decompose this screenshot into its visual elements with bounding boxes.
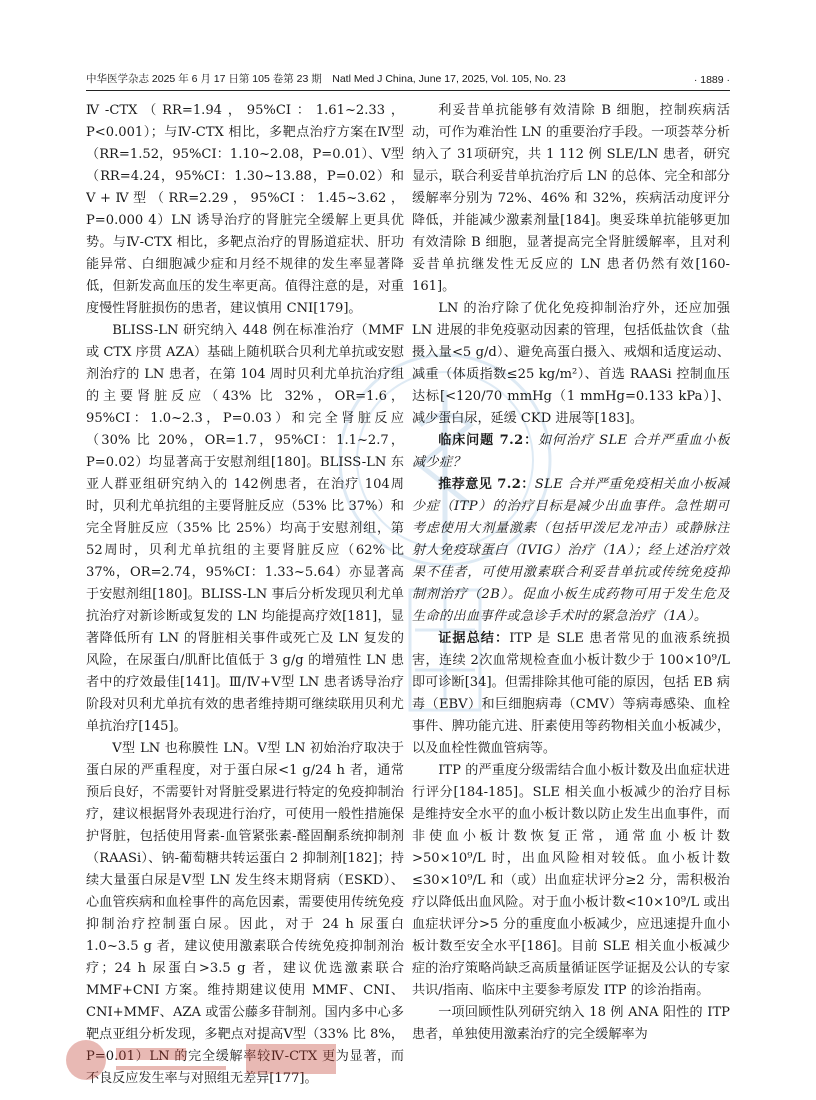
clinical-question-label: 临床问题 7.2： xyxy=(438,433,539,448)
journal-citation: 中华医学杂志 2025 年 6 月 17 日第 105 卷第 23 期 Natl Med J China, June 17, 2025, Vol. 105, No. 23 xyxy=(86,73,566,85)
paragraph: Ⅴ型 LN 也称膜性 LN。Ⅴ型 LN 初始治疗取决于蛋白尿的严重程度，对于蛋白尿<1 g/24 h 者，通常预后良好，不需要针对肾脏受累进行特定的免疫抑制治疗，建议根据肾外表现进行治疗，可使用一般性措施保护肾脏，包括使用肾素-血管紧张素-醛固酮系统抑制剂（RAASi）、钠-葡萄糖共转运蛋白 2 抑制剂[182]；持续大量蛋白尿是Ⅴ型 LN 发生终末期肾病（ESKD）、心血管疾病和血栓事件的高危因素，需要使用传统免疫抑制治疗控制蛋白尿。因此，对于 24 h 尿蛋白 1.0~3.5 g 者，建议使用激素联合传统免疫抑制剂治疗；24 h 尿蛋白>3.5 g 者，建议优选激素联合 MMF+CNI 方案。维持期建议使用 MMF、CNI、CNI+MMF、AZA 或雷公藤多苷制剂。国内多中心多靶点亚组分析发现，多靶点对提高Ⅴ型（33% 比 8%，P=0.01）LN 的完全缓解率较Ⅳ-CTX 更为显著，而不良反应发生率与对照组无差异[177]。 xyxy=(86,741,404,1086)
paragraph: ITP 的严重度分级需结合血小板计数及出血症状进行评分[184-185]。SLE 相关血小板减少的治疗目标是维持安全水平的血小板计数以防止发生出血事件，而非使血小板计数恢复正常，通常血小板计数>50×10⁹/L 时，出血风险相对较低。血小板计数≤30×10⁹/L 和（或）出血症状评分≥2 分，需积极治疗以降低出血风险。对于血小板计数<10×10⁹/L 或出血症状评分>5 分的重度血小板减少，应迅速提升血小板计数至安全水平[186]。目前 SLE 相关血小板减少症的治疗策略尚缺乏高质量循证医学证据及公认的专家共识/指南、临床中主要参考原发 ITP 的诊治指南。 xyxy=(412,763,730,998)
left-column xyxy=(86,100,404,1090)
page-number: · 1889 · xyxy=(693,74,730,86)
running-header xyxy=(86,66,730,91)
recommendation-label: 推荐意见 7.2： xyxy=(438,477,535,492)
paragraph: 利妥昔单抗能够有效清除 B 细胞，控制疾病活动，可作为难治性 LN 的重要治疗手段。一项荟萃分析纳入了 31项研究，共 1 112 例 SLE/LN 患者，研究显示，联合利妥昔单抗治疗后 LN 的总体、完全和部分缓解率分别为 72%、46% 和 32%，疾病活动度评分降低，并能减少激素剂量[184]。奥妥珠单抗能够更加有效清除 B 细胞，显著提高完全肾脏缓解率，且对利妥昔单抗继发性无反应的 LN 患者仍然有效[160-161]。 xyxy=(412,103,730,294)
recommendation xyxy=(412,474,730,628)
paragraph: BLISS-LN 研究纳入 448 例在标准治疗（MMF 或 CTX 序贯 AZA）基础上随机联合贝利尤单抗或安慰剂治疗的 LN 患者，在第 104 周时贝利尤单抗治疗组的主要肾脏反应（43% 比 32%，OR=1.6，95%CI：1.0~2.3，P=0.03）和完全肾脏反应（30% 比 20%，OR=1.7，95%CI：1.1~2.7，P=0.02）均显著高于安慰剂组[180]。BLISS-LN 东亚人群亚组研究纳入的 142例患者，在治疗 104周时，贝利尤单抗组的主要肾脏反应（53% 比 37%）和完全肾脏反应（35% 比 25%）均高于安慰剂组，第 52周时，贝利尤单抗组的主要肾脏反应（62% 比 37%，OR=2.74，95%CI：1.33~5.64）亦显著高于安慰剂组[180]。BLISS-LN 事后分析发现贝利尤单抗治疗对新诊断或复发的 LN 均能提高疗效[181]，显著降低所有 LN 的肾脏相关事件或死亡及 LN 复发的风险，在尿蛋白/肌酐比值低于 3 g/g 的增殖性 LN 患者中的疗效最佳[141]。Ⅲ/Ⅳ+Ⅴ型 LN 患者诱导治疗阶段对贝利尤单抗有效的患者维持期可继续联用贝利尤单抗治疗[145]。 xyxy=(86,323,404,734)
paragraph: Ⅳ-CTX（RR=1.94，95%CI：1.61~2.33，P<0.001）；与Ⅳ-CTX 相比，多靶点治疗方案在Ⅳ型（RR=1.52，95%CI：1.10~2.08，P=0.01）、Ⅴ型（RR=4.24，95%CI：1.30~13.88，P=0.02）和Ⅴ+Ⅳ型（RR=2.29，95%CI：1.45~3.62，P=0.000 4）LN 诱导治疗的肾脏完全缓解上更具优势。与Ⅳ-CTX 相比，多靶点治疗的胃肠道症状、肝功能异常、白细胞减少症和月经不规律的发生率显著降低，但新发高血压的发生率更高。值得注意的是，对重度慢性肾脏损伤的患者，建议慎用 CNI[179]。 xyxy=(86,103,404,316)
paragraph: 一项回顾性队列研究纳入 18 例 ANA 阳性的 ITP 患者，单独使用激素治疗的完全缓解率为 xyxy=(412,1005,730,1042)
clinical-question xyxy=(412,430,730,474)
right-column xyxy=(412,100,730,1090)
paragraph: LN 的治疗除了优化免疫抑制治疗外，还应加强 LN 进展的非免疫驱动因素的管理，包括低盐饮食（盐摄入量<5 g/d）、避免高蛋白摄入、戒烟和适度运动、减重（体质指数≤25 kg/m²）、首选 RAASi 控制血压达标[<120/70 mmHg（1 mmHg=0.133 kPa）]、减少蛋白尿，延缓 CKD 进展等[183]。 xyxy=(412,301,730,426)
recommendation-text: SLE 合并严重免疫相关血小板减少症（ITP）的治疗目标是减少出血事件。急性期可考虑使用大剂量激素（包括甲泼尼龙冲击）或静脉注射人免疫球蛋白（IVIG）治疗（1A）；经上述治疗效果不佳者，可使用激素联合利妥昔单抗或传统免疫抑制剂治疗（2B）。促血小板生成药物可用于发生危及生命的出血事件或急诊手术时的紧急治疗（1A）。 xyxy=(412,477,730,624)
clinical-question-text: 如何治疗 SLE 合并严重血小板减少症？ xyxy=(412,433,730,470)
evidence-summary xyxy=(412,628,730,760)
evidence-summary-text: ITP 是 SLE 患者常见的血液系统损害，连续 2次血常规检查血小板计数少于 100×10⁹/L 即可诊断[34]。但需排除其他可能的原因，包括 EB 病毒（EBV）和巨细胞病毒（CMV）等病毒感染、血栓事件、脾功能亢进、肝素使用等药物相关血小板减少，以及血栓性微血管病等。 xyxy=(412,631,730,756)
evidence-summary-label: 证据总结： xyxy=(438,631,510,646)
